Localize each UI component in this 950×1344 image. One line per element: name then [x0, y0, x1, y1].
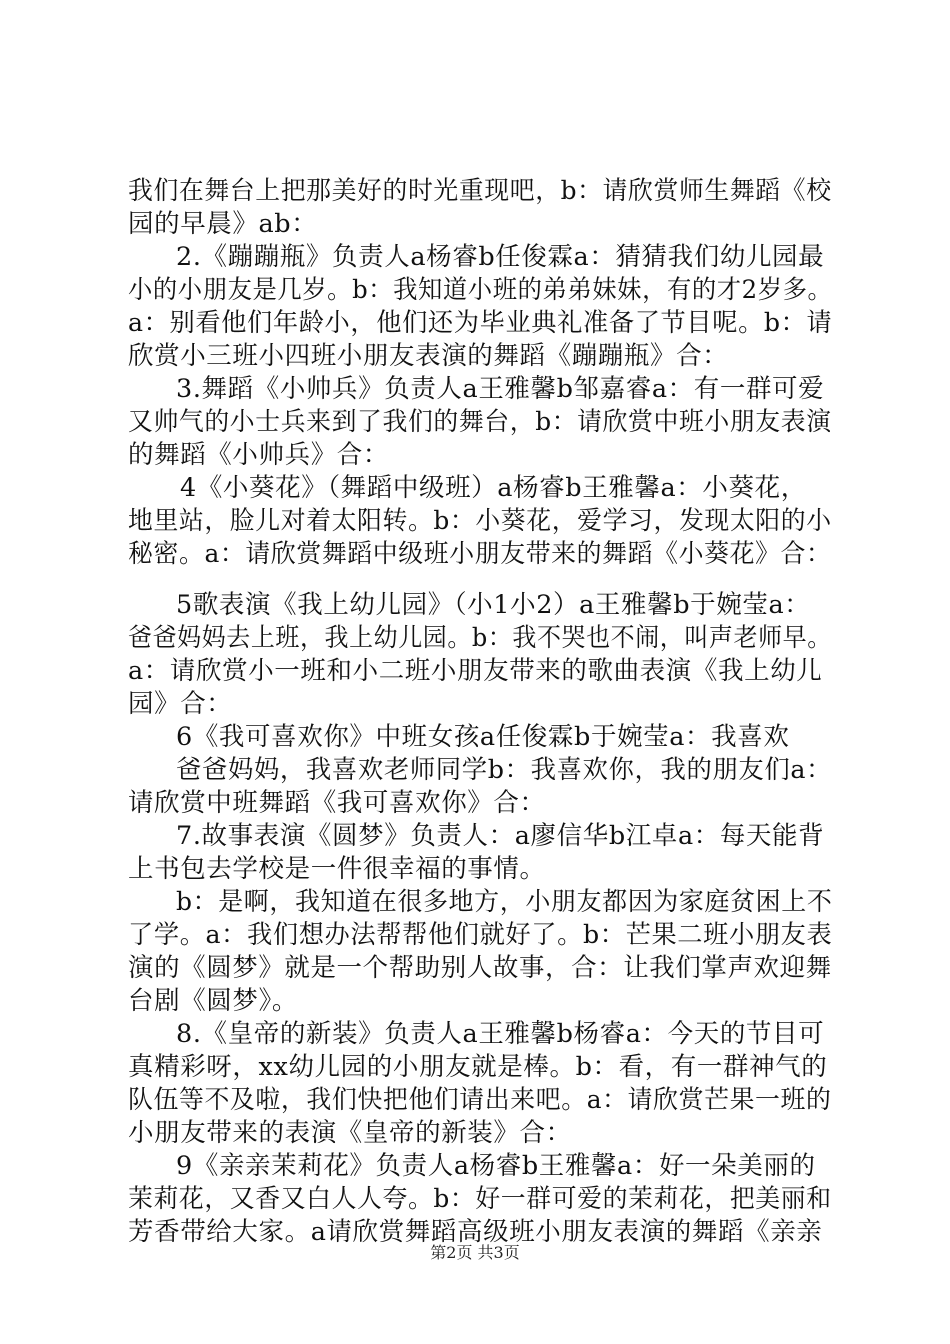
text-line: 地里站，脸儿对着太阳转。b：小葵花，爱学习，发现太阳的小 [128, 506, 832, 536]
text-line: 了学。a：我们想办法帮帮他们就好了。b：芒果二班小朋友表 [128, 920, 833, 950]
text-line: 2.《蹦蹦瓶》负责人a杨睿b任俊霖a：猜猜我们幼儿园最 [176, 242, 825, 272]
text-line: 队伍等不及啦，我们快把他们请出来吧。a：请欣赏芒果一班的 [128, 1085, 832, 1115]
page-number-footer: 第2页 共3页 [430, 1243, 520, 1262]
text-line: 欣赏小三班小四班小朋友表演的舞蹈《蹦蹦瓶》合： [128, 341, 729, 371]
text-line: 园的早晨》ab： [128, 209, 318, 239]
text-line: 上书包去学校是一件很幸福的事情。 [128, 854, 546, 884]
text-line: 小朋友带来的表演《皇帝的新装》合： [128, 1118, 572, 1148]
text-line: 3.舞蹈《小帅兵》负责人a王雅馨b邹嘉睿a：有一群可爱 [176, 374, 825, 404]
text-line: 小的小朋友是几岁。b：我知道小班的弟弟妹妹，有的才2岁多。 [128, 275, 833, 305]
text-line: 芳香带给大家。a请欣赏舞蹈高级班小朋友表演的舞蹈《亲亲 [128, 1217, 823, 1247]
text-line: 请欣赏中班舞蹈《我可喜欢你》合： [128, 788, 546, 818]
text-line: 演的《圆梦》就是一个帮助别人故事，合：让我们掌声欢迎舞 [128, 953, 832, 983]
text-line: 又帅气的小士兵来到了我们的舞台，b：请欣赏中班小朋友表演 [128, 407, 832, 437]
text-line: 我们在舞台上把那美好的时光重现吧，b：请欣赏师生舞蹈《校 [128, 176, 832, 206]
text-line: a：请欣赏小一班和小二班小朋友带来的歌曲表演《我上幼儿 [128, 656, 823, 686]
text-line: 园》合： [128, 689, 233, 719]
text-line: 5歌表演《我上幼儿园》（小1小2）a王雅馨b于婉莹a： [176, 590, 811, 620]
text-line: 茉莉花，又香又白人人夸。b：好一群可爱的茉莉花，把美丽和 [128, 1184, 832, 1214]
text-line: a：别看他们年龄小，他们还为毕业典礼准备了节目呢。b：请 [128, 308, 833, 338]
text-line: 秘密。a：请欣赏舞蹈中级班小朋友带来的舞蹈《小葵花》合： [128, 539, 832, 569]
text-line: 爸爸妈妈，我喜欢老师同学b：我喜欢你，我的朋友们a： [176, 755, 833, 785]
text-line: 爸爸妈妈去上班，我上幼儿园。b：我不哭也不闹，叫声老师早。 [128, 623, 832, 653]
text-line: b：是啊，我知道在很多地方，小朋友都因为家庭贫困上不 [176, 887, 833, 917]
text-line: 的舞蹈《小帅兵》合： [128, 440, 390, 470]
text-line: 台剧《圆梦》。 [128, 986, 298, 1016]
text-line: 6《我可喜欢你》中班女孩a任俊霖b于婉莹a：我喜欢 [176, 722, 790, 752]
text-line: 真精彩呀，xx幼儿园的小朋友就是棒。b：看，有一群神气的 [128, 1052, 828, 1082]
text-line: 9《亲亲茉莉花》负责人a杨睿b王雅馨a：好一朵美丽的 [176, 1151, 816, 1181]
text-line: 4《小葵花》（舞蹈中级班）a杨睿b王雅馨a：小葵花， [180, 473, 807, 503]
text-line: 7.故事表演《圆梦》负责人：a廖信华b江卓a：每天能背 [176, 821, 825, 851]
text-line: 8.《皇帝的新装》负责人a王雅馨b杨睿a：今天的节目可 [176, 1019, 825, 1049]
